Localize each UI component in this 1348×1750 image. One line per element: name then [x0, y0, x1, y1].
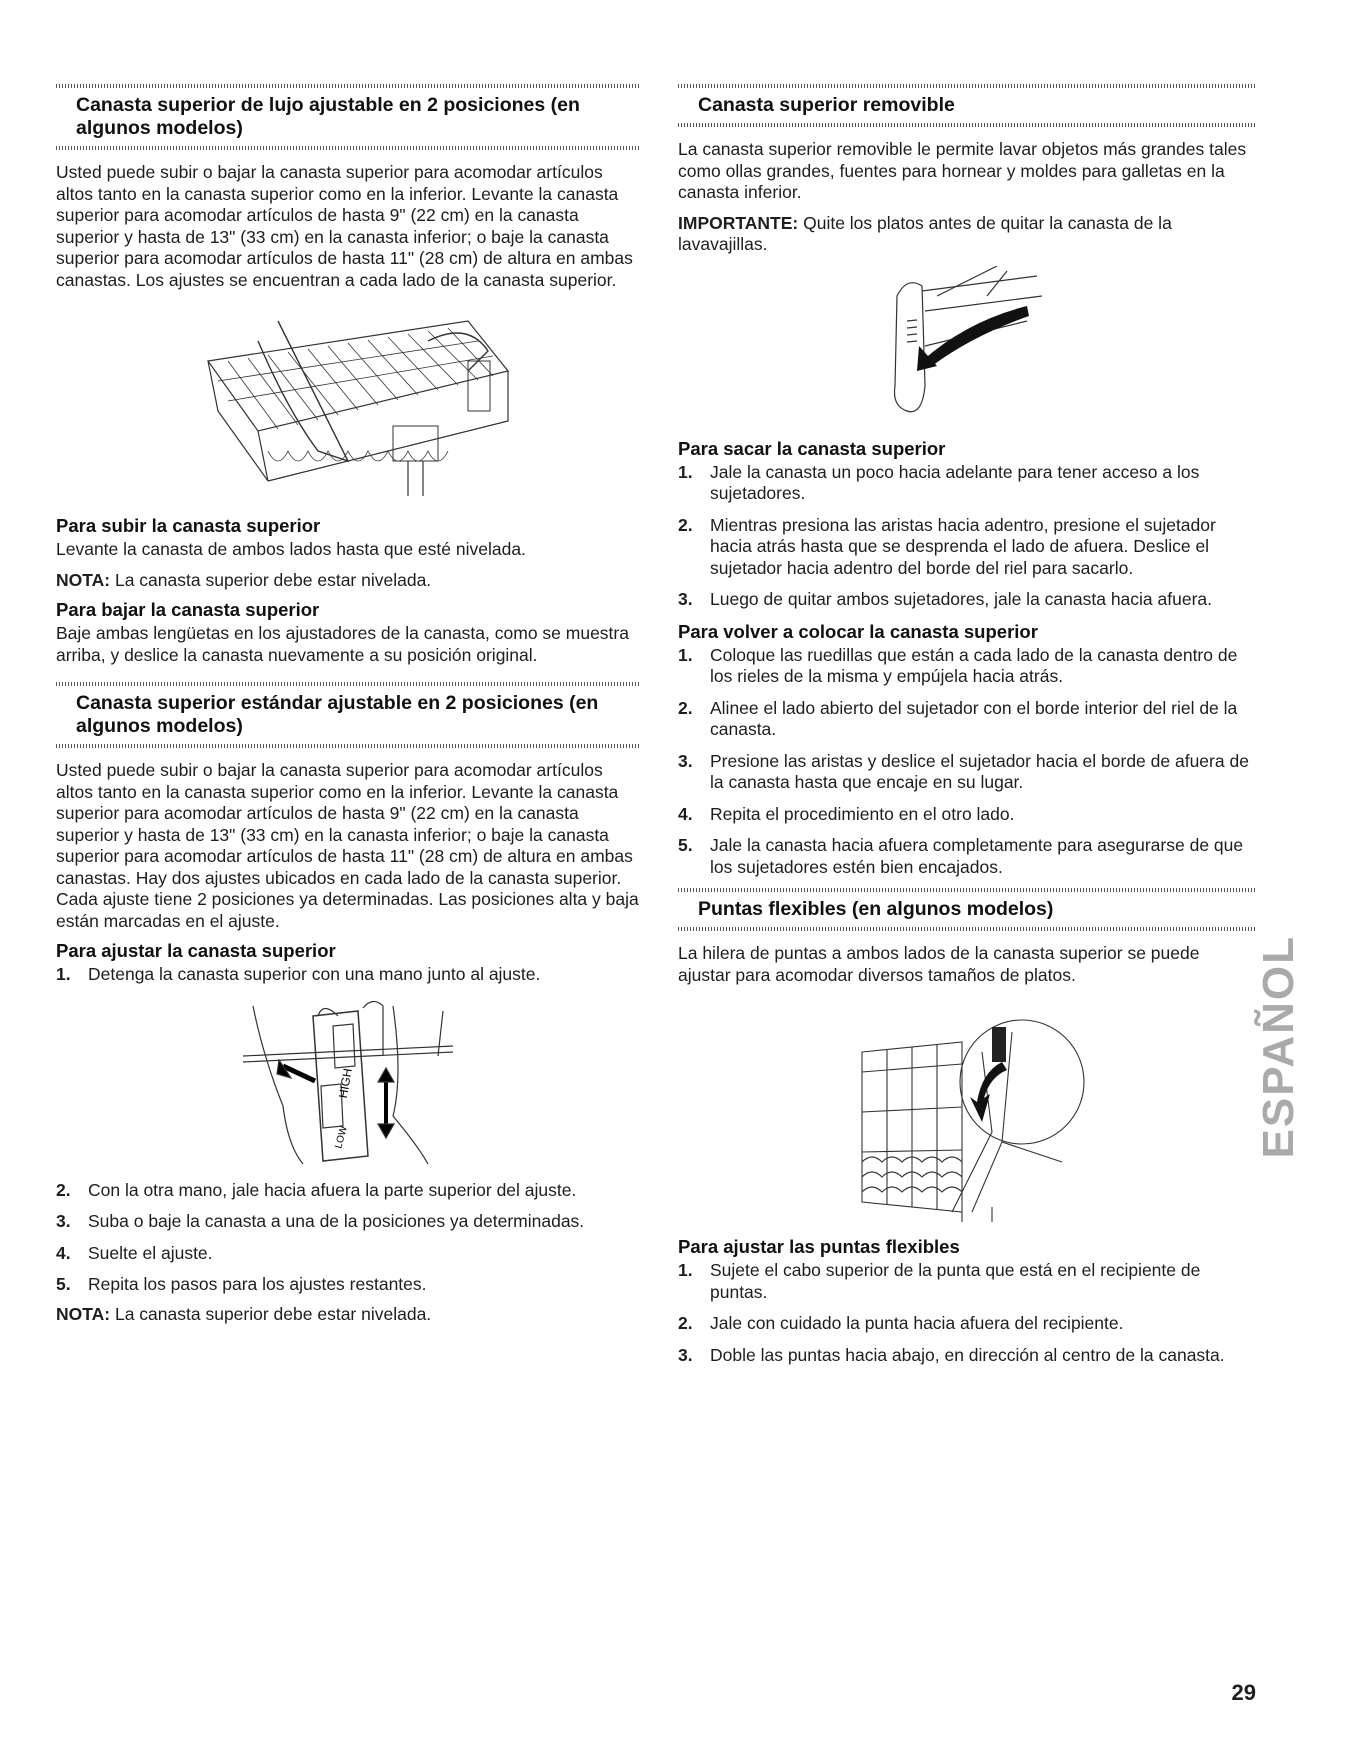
subheading-tines: Para ajustar las puntas flexibles: [678, 1236, 960, 1257]
list-item: [678, 698, 1256, 741]
step-text: Presione las aristas y deslice el sujetador hacia el borde de afuera de la canasta hasta que encaje en su lugar.: [710, 750, 1249, 792]
note-text: La canasta superior debe estar nivelada.: [114, 569, 432, 590]
important-note: [678, 213, 1256, 256]
section-header-standard-rack: [56, 682, 640, 748]
steps-list: [678, 1260, 1256, 1366]
rack-clip-illustration: [877, 266, 1057, 426]
steps-list: [56, 1180, 640, 1296]
step-number: 2.: [678, 514, 693, 535]
step-text: Sujete el cabo superior de la punta que está en el recipiente de puntas.: [710, 1260, 1201, 1302]
list-item: [56, 964, 640, 986]
note: [56, 570, 640, 592]
paragraph: Usted puede subir o bajar la canasta superior para acomodar artículos altos tanto en la canasta superior como en la inferior. Levante la canasta superior para acomodar artículos de hasta 9" (22 cm) en la canasta superior y hasta de 13" (33 cm) en la canasta inferior; o baje la canasta superior para acomodar artículos de hasta 11" (28 cm) de altura en ambas canastas. Los ajustes se encuentran a cada lado de la canasta superior.: [56, 162, 633, 290]
height-adjuster-illustration: [243, 996, 453, 1168]
step-number: 1.: [678, 1260, 693, 1280]
step-number: 5.: [56, 1274, 71, 1294]
right-column: [678, 84, 1256, 1376]
note-label: NOTA:: [56, 1303, 111, 1324]
important-text: Quite los platos antes de quitar la canasta de la lavavajillas.: [678, 212, 1172, 254]
section-header-flexible-tines: [678, 888, 1256, 931]
step-text: Suelte el ajuste.: [88, 1242, 213, 1263]
list-item: [678, 835, 1256, 878]
step-number: 4.: [678, 803, 693, 824]
step-text: Detenga la canasta superior con una mano junto al ajuste.: [88, 964, 541, 984]
important-label: IMPORTANTE:: [678, 212, 799, 233]
section-title: Canasta superior removible: [698, 94, 955, 116]
list-item: [678, 804, 1256, 826]
step-text: Alinee el lado abierto del sujetador con el borde interior del riel de la canasta.: [710, 697, 1238, 739]
subheading-raise: Para subir la canasta superior: [56, 515, 321, 536]
step-text: Coloque las ruedillas que están a cada lado de la canasta dentro de los rieles de la misma y empújela hacia atrás.: [710, 644, 1238, 686]
note: [56, 1304, 640, 1326]
list-item: [678, 462, 1256, 505]
step-number: 3.: [56, 1211, 71, 1231]
section-title: Canasta superior de lujo ajustable en 2 posiciones (en algunos modelos): [76, 94, 580, 139]
step-number: 3.: [678, 1344, 693, 1365]
step-number: 5.: [678, 835, 693, 855]
list-item: [678, 1313, 1256, 1335]
steps-list: [56, 964, 640, 986]
step-number: 1.: [678, 644, 693, 665]
steps-list: [678, 462, 1256, 611]
step-text: Suba o baje la canasta a una de la posiciones ya determinadas.: [88, 1211, 585, 1231]
subheading-remove: Para sacar la canasta superior: [678, 437, 946, 459]
section-title: Puntas flexibles (en algunos modelos): [698, 898, 1054, 920]
step-number: 3.: [678, 589, 693, 609]
page-number: 29: [1231, 1680, 1256, 1705]
list-item: [56, 1274, 640, 1296]
left-column: [56, 84, 640, 1325]
paragraph: Usted puede subir o bajar la canasta superior para acomodar artículos altos tanto en la canasta superior como en la inferior. Levante la canasta superior para acomodar artículos de hasta 9" (22 cm) en la canasta superior y hasta de 13" (33 cm) en la canasta inferior; o baje la canasta superior para acomodar artículos de hasta 11" (28 cm) de altura en ambas canastas. Hay dos ajustes ubicados en cada lado de la canasta superior. Cada ajuste tiene 2 posiciones ya determinadas. Las posiciones alta y baja están marcadas en el ajuste.: [56, 760, 639, 931]
list-item: [678, 515, 1256, 580]
list-item: [678, 589, 1256, 611]
note-label: NOTA:: [56, 569, 111, 590]
paragraph: La canasta superior removible le permite lavar objetos más grandes tales como ollas grandes, fuentes para hornear y moldes para galletas en la canasta inferior.: [678, 139, 1247, 202]
step-text: Jale la canasta un poco hacia adelante para tener acceso a los sujetadores.: [710, 461, 1200, 503]
step-number: 2.: [56, 1179, 71, 1200]
note-text: La canasta superior debe estar nivelada.: [114, 1303, 432, 1324]
subheading-lower: Para bajar la canasta superior: [56, 599, 320, 620]
language-tab: [1254, 935, 1312, 1185]
paragraph: Levante la canasta de ambos lados hasta que esté nivelada.: [56, 539, 526, 559]
step-number: 2.: [678, 697, 693, 718]
step-text: Mientras presiona las aristas hacia adentro, presione el sujetador hacia atrás hasta que se desprenda el lado de afuera. Deslice el sujetador hacia adentro del borde del riel para sacarlo.: [710, 514, 1216, 578]
step-number: 3.: [678, 750, 693, 771]
step-number: 4.: [56, 1242, 71, 1263]
step-text: Repita el procedimiento en el otro lado.: [710, 803, 1015, 824]
list-item: [56, 1243, 640, 1265]
section-title: Canasta superior estándar ajustable en 2 posiciones (en algunos modelos): [76, 692, 599, 737]
list-item: [56, 1211, 640, 1233]
paragraph: Baje ambas lengüetas en los ajustadores de la canasta, como se muestra arriba, y deslice la canasta nuevamente a su posición original.: [56, 623, 629, 665]
language-tab-text: ESPAÑOL: [1254, 935, 1303, 1159]
list-item: [678, 1260, 1256, 1303]
section-header-removable-rack: [678, 84, 1256, 127]
step-text: Repita los pasos para los ajustes restantes.: [88, 1274, 427, 1294]
step-text: Luego de quitar ambos sujetadores, jale la canasta hacia afuera.: [710, 589, 1212, 609]
list-item: [56, 1180, 640, 1202]
subheading-adjust: Para ajustar la canasta superior: [56, 940, 336, 961]
list-item: [678, 1345, 1256, 1367]
step-text: Doble las puntas hacia abajo, en dirección al centro de la canasta.: [710, 1344, 1225, 1365]
rack-adjust-illustration: [168, 301, 528, 501]
step-text: Jale la canasta hacia afuera completamente para asegurarse de que los sujetadores estén bien encajados.: [710, 835, 1244, 877]
list-item: [678, 751, 1256, 794]
high-label: HIGH: [335, 1066, 355, 1099]
step-number: 1.: [678, 461, 693, 482]
step-text: Jale con cuidado la punta hacia afuera del recipiente.: [710, 1313, 1124, 1333]
step-number: 2.: [678, 1313, 693, 1333]
step-number: 1.: [56, 964, 71, 984]
flexible-tines-illustration: [842, 1012, 1092, 1222]
paragraph: La hilera de puntas a ambos lados de la canasta superior se puede ajustar para acomodar diversos tamaños de platos.: [678, 943, 1200, 985]
steps-list: [678, 645, 1256, 879]
low-label: LOW: [333, 1124, 350, 1150]
list-item: [678, 645, 1256, 688]
subheading-replace: Para volver a colocar la canasta superior: [678, 620, 1038, 642]
step-text: Con la otra mano, jale hacia afuera la parte superior del ajuste.: [88, 1179, 577, 1200]
section-header-deluxe-rack: [56, 84, 640, 150]
